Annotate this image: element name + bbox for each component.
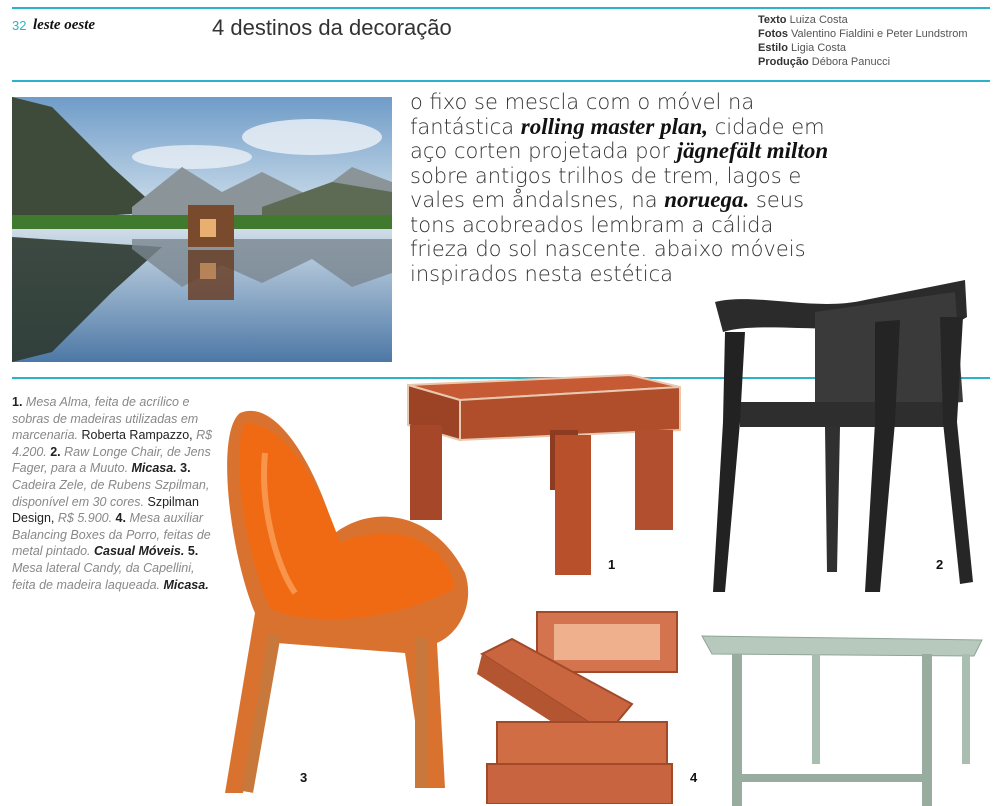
section-name: leste oeste — [33, 17, 96, 33]
top-rule — [12, 7, 990, 9]
black-chair-image — [695, 272, 985, 602]
product-captions: 1. Mesa Alma, feita de acrílico e sobras de madeiras utilizadas em marcenaria. Roberta Rampazzo, R$ 4.200. 2. Raw Longe Chair, de Jens Fager, para a Muuto. Micasa. 3. Cadeira Zele, de Rubens Szpilman, disponível em 30 cores. Szpilman Design, R$ 5.900. 4. Mesa auxiliar Balancing Boxes da Porro, feitas de metal pintado. Casual Móveis. 5. Mesa lateral Candy, da Capellini, feita de madeira laqueada. Micasa. — [12, 395, 213, 592]
figure-number: 2 — [936, 557, 944, 572]
intro-paragraph: o fixo se mescla com o móvel na fantástica rolling master plan, cidade em aço corten projetada por jägnefält milton sobre antigos trilhos de trem, lagos e vales em åndalsnes, na noruega. seus tons acobreados lembram a cálida frieza do sol nascente. abaixo móveis inspirados nesta estética — [410, 90, 829, 286]
credits-block — [758, 13, 968, 69]
credit-line: Texto Luiza Costa — [758, 14, 848, 26]
figure-number: 1 — [608, 557, 616, 572]
landscape-photo — [12, 97, 392, 362]
grey-side-table-image — [692, 626, 992, 806]
orange-chair-image — [205, 393, 480, 803]
credit-line: Produção Débora Panucci — [758, 56, 891, 68]
credit-line: Estilo Ligia Costa — [758, 42, 847, 54]
page-number: 32 — [12, 18, 27, 33]
balancing-boxes-image — [472, 604, 692, 804]
highlight-project: rolling master plan, — [520, 113, 709, 139]
figure-number: 4 — [690, 770, 698, 785]
page-title: 4 destinos da decoração — [212, 15, 452, 40]
highlight-country: noruega. — [664, 187, 750, 212]
header-rule — [12, 80, 990, 82]
figure-number: 3 — [300, 770, 308, 785]
highlight-architect: jägnefält milton — [676, 138, 829, 163]
credit-line: Fotos Valentino Fialdini e Peter Lundstrom — [758, 28, 968, 40]
